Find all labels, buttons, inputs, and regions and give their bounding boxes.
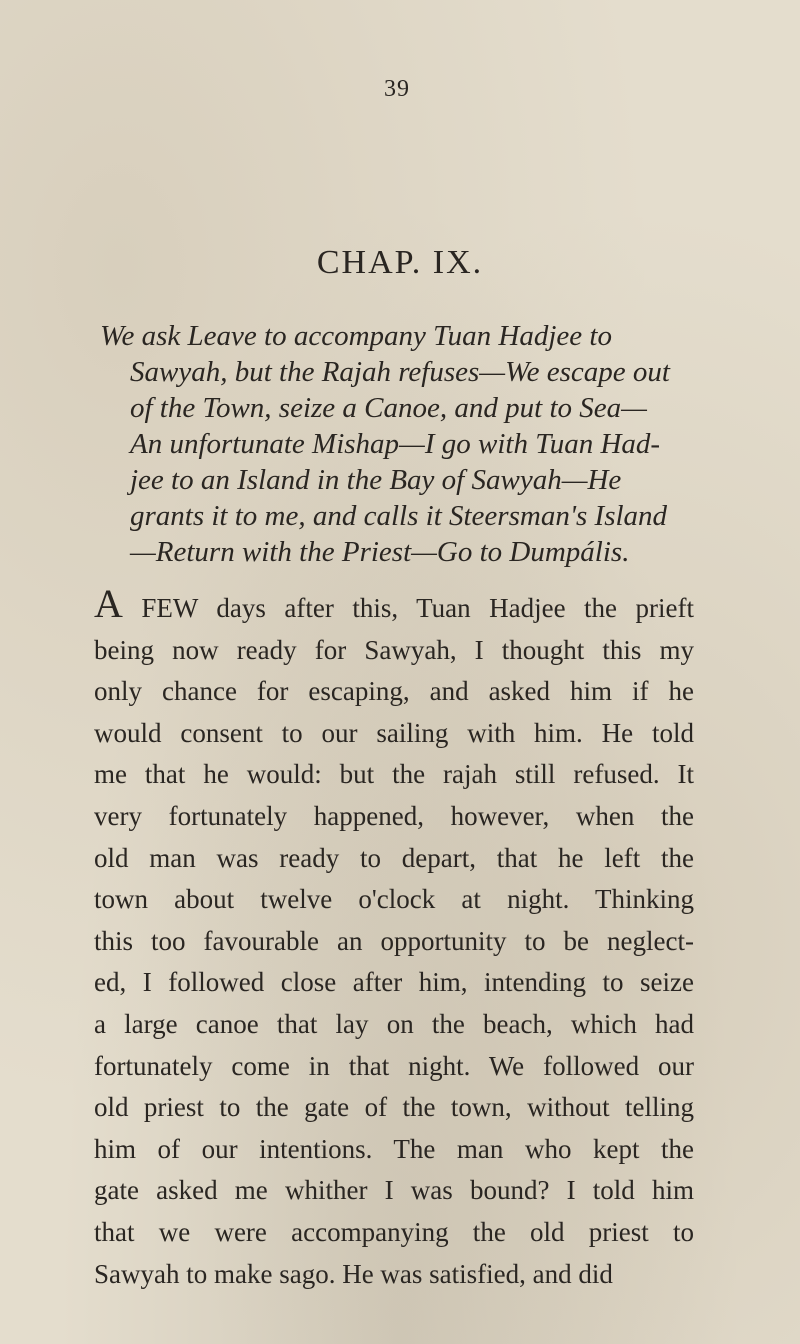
body-line: gate asked me whither I was bound? I told him — [94, 1175, 694, 1206]
body-line: fortunately come in that night. We followed our — [94, 1050, 694, 1081]
summary-line: grants it to me, and calls it Steersman's Island — [130, 500, 668, 532]
chapter-title: CHAP. IX. — [316, 244, 484, 281]
body-line: him of our intentions. The man who kept the — [94, 1133, 694, 1164]
chapter-summary — [100, 318, 680, 570]
summary-line: An unfortunate Mishap—I go with Tuan Had- — [130, 428, 661, 460]
body-line — [94, 581, 695, 630]
body-line: me that he would: but the rajah still refused. It — [94, 759, 694, 790]
summary-line: We ask Leave to accompany Tuan Hadjee to — [100, 320, 612, 352]
summary-line: Sawyah, but the Rajah refuses—We escape out — [130, 356, 670, 388]
drop-cap: A — [94, 581, 123, 626]
body-line: Sawyah to make sago. He was satisfied, and did — [94, 1258, 613, 1289]
body-line-text: FEW days after this, Tuan Hadjee the prieft — [141, 593, 695, 623]
body-line: only chance for escaping, and asked him if he — [94, 676, 694, 707]
body-line: this too favourable an opportunity to be neglect- — [94, 925, 694, 956]
body-paragraph — [94, 581, 695, 1295]
body-line: old priest to the gate of the town, without telling — [94, 1092, 694, 1123]
body-line: ed, I followed close after him, intending to seize — [94, 967, 694, 998]
body-line: a large canoe that lay on the beach, which had — [94, 1008, 694, 1039]
summary-line: —Return with the Priest—Go to Dumpális. — [130, 536, 630, 568]
body-line: being now ready for Sawyah, I thought this my — [94, 634, 694, 665]
page-number: 39 — [384, 76, 410, 102]
body-line: old man was ready to depart, that he left the — [94, 842, 694, 873]
summary-line: jee to an Island in the Bay of Sawyah—He — [130, 464, 622, 496]
body-line: very fortunately happened, however, when the — [94, 800, 694, 831]
body-line: that we were accompanying the old priest to — [94, 1216, 694, 1247]
body-line: town about twelve o'clock at night. Thinking — [94, 884, 694, 915]
summary-line: of the Town, seize a Canoe, and put to Sea— — [130, 392, 647, 424]
body-line: would consent to our sailing with him. He told — [94, 717, 694, 748]
